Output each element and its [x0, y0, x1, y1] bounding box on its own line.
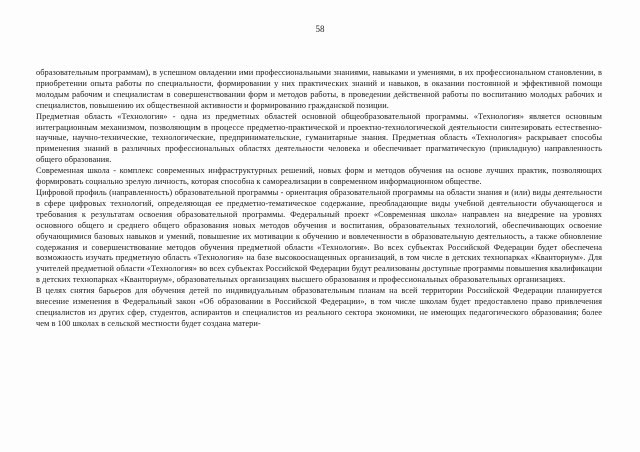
paragraph-digital-profile: Цифровой профиль (направленность) образовательной программы - ориентация образовательной программы на области знания и (или) виды деятельности в сфере цифровых технологий, определяющая ее предметно-тематическое содержание, преобладающие виды учебной деятельности обучающегося и требования к результатам освоения образовательной программы. Федеральный проект «Современная школа» направлен на внедрение на уровнях основного общего и среднего общего образования новых методов обучения и воспитания, образовательных технологий, обеспечивающих освоение обучающимися базовых навыков и умений, повышение их мотивации к обучению и вовлеченности в образовательную деятельность, а также обновление содержания и совершенствование методов обучения предметной области «Технология». Во всех субъектах Российской Федерации будет обеспечена возможность изучать предметную область «Технология» на базе высокооснащенных организаций, в том числе в детских технопарках «Кванториум». Для учителей предметной области «Технология» во всех субъектах Российской Федерации будут реализованы доступные программы повышения квалификации в детских технопарках «Кванториум», образовательных организациях высшего образования и профессиональных образовательных организациях.	[36, 187, 602, 285]
document-body	[36, 68, 602, 330]
paragraph-technology-subject-area: Предметная область «Технология» - одна из предметных областей основной общеобразовательной программы. «Технология» является основным интеграционным механизмом, позволяющим в процессе предметно-практической и проектно-технологической деятельности синтезировать естественно-научные, научно-технические, технологические, предпринимательские, гуманитарные знания. Предметная область «Технология» раскрывает способы применения знаний в различных профессиональных областях деятельности человека и обеспечивает прагматическую (прикладную) направленность общего образования.	[36, 111, 602, 165]
paragraph-modern-school: Современная школа - комплекс современных инфраструктурных решений, новых форм и методов обучения на основе лучших практик, позволяющих формировать социально зрелую личность, которая способна к самореализации в современном информационном обществе.	[36, 166, 602, 187]
paragraph-barriers-removal: В целях снятия барьеров для обучения детей по индивидуальным образовательным планам на всей территории Российской Федерации планируется внесение изменения в Федеральный закон «Об образовании в Российской Федерации», в том числе школам будет предоставлено право привлечения специалистов из других сфер, студентов, аспирантов и специалистов из реального сектора экономики, не имеющих педагогического образования; более чем в 100 школах в сельской местности будет создана матери-	[36, 286, 602, 328]
paragraph-continuation: образовательным программам), в успешном овладении ими профессиональными знаниями, навыками и умениями, в их профессиональном становлении, в приобретении опыта работы по специальности, формировании у них практических знаний и навыков, в оказании постоянной и эффективной помощи молодым рабочим и специалистам в совершенствовании форм и методов работы, в проведении действенной работы по воспитанию молодых рабочих и специалистов, повышению их общественной активности и формированию гражданской позиции.	[36, 68, 602, 110]
page-number: 58	[315, 24, 325, 34]
